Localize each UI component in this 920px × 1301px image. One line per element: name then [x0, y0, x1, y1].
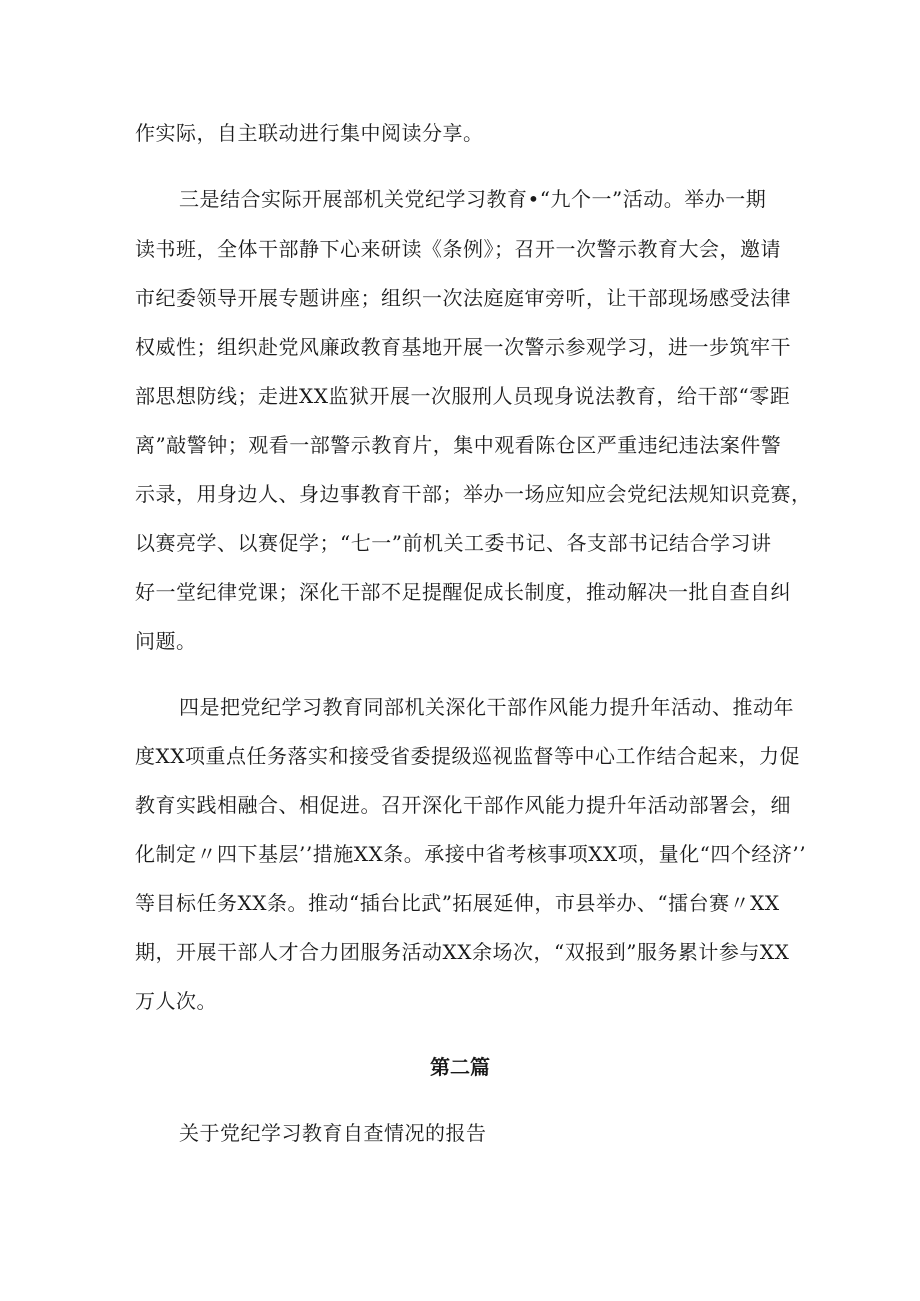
paragraph-3-line-1: 四是把党纪学习教育同部机关深化干部作风能力提升年活动、推动年 — [179, 695, 794, 719]
paragraph-2-line-4: 权威性；组织赴党风廉政教育基地开展一次警示参观学习，进一步筑牢干 — [135, 335, 791, 359]
paragraph-3-line-4: 化制定〃四下基层’’措施XX条。承接中省考核事项XX项，量化“四个经济’’ — [135, 842, 807, 866]
paragraph-2-line-2: 读书班，全体干部静下心来研读《条例》；召开一次警示教育大会，邀请 — [135, 237, 781, 261]
paragraph-2-line-10: 问题。 — [135, 629, 197, 653]
paragraph-3-line-3: 教育实践相融合、相促进。召开深化干部作风能力提升年活动部署会，细 — [135, 793, 791, 817]
paragraph-3-line-7: 万人次。 — [135, 989, 217, 1013]
paragraph-1-line-1: 作实际，自主联动进行集中阅读分享。 — [135, 121, 484, 145]
paragraph-2-line-5: 部思想防线；走进XX监狱开展一次服刑人员现身说法教育，给干部“零距 — [135, 384, 791, 408]
paragraph-2-line-1: 三是结合实际开展部机关党纪学习教育•“九个一”活动。举办一期 — [179, 187, 767, 211]
paragraph-2-line-7: 示录，用身边人、身边事教育干部；举办一场应知应会党纪法规知识竞赛， — [135, 482, 812, 506]
paragraph-3-line-6: 期，开展干部人才合力团服务活动XX余场次，“双报到”服务累计参与XX — [135, 940, 790, 964]
paragraph-3-line-5: 等目标任务XX条。推动“插台比武”拓展延伸，市县举办、“擂台赛〃XX — [135, 891, 780, 915]
paragraph-2-line-3: 市纪委领导开展专题讲座；组织一次法庭庭审旁听，让干部现场感受法律 — [135, 286, 791, 310]
paragraph-2-line-9: 好一堂纪律党课；深化干部不足提醒促成长制度，推动解决一批自查自纠 — [135, 580, 791, 604]
paragraph-2-line-8: 以赛亮学、以赛促学；“七一”前机关工委书记、各支部书记结合学习讲 — [135, 531, 772, 555]
paragraph-3-line-2: 度XX项重点任务落实和接受省委提级巡视监督等中心工作结合起来，力促 — [135, 744, 800, 768]
paragraph-2-line-6: 离”敲警钟；观看一部警示教育片，集中观看陈仓区严重违纪违法案件警 — [135, 433, 782, 457]
report-title: 关于党纪学习教育自查情况的报告 — [179, 1121, 487, 1145]
section-heading: 第二篇 — [430, 1055, 490, 1079]
